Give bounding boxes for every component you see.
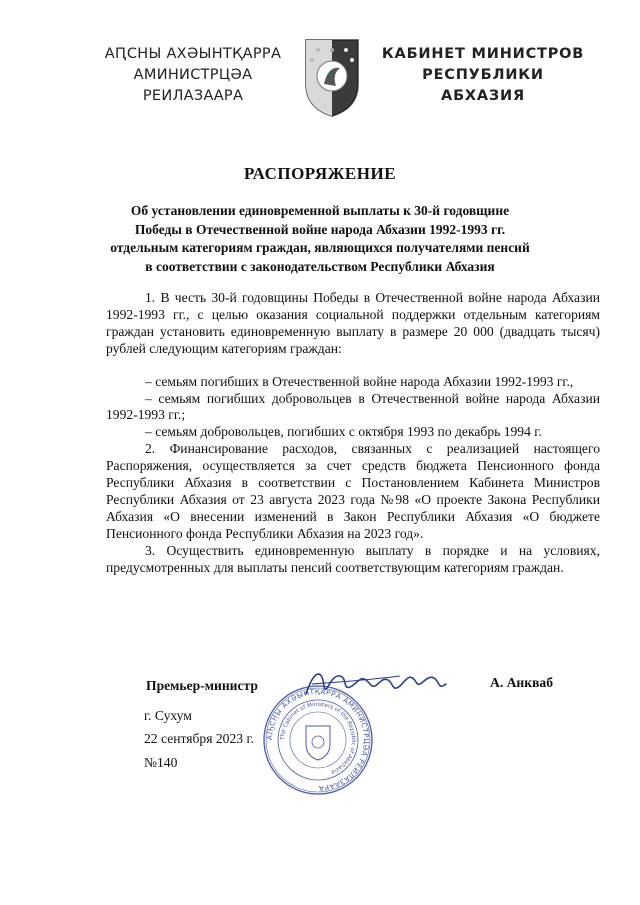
subject-line: Об установлении единовременной выплаты к 30-й годовщине	[130, 203, 510, 218]
signatory-name: А. Анкваб	[490, 675, 554, 690]
header-left-line1: АԤСНЫ АХӘЫНТҚАРРА	[104, 46, 282, 62]
document-title: РАСПОРЯЖЕНИЕ	[243, 164, 397, 183]
paragraph-3: 3. Осуществить единовременную выплату в порядке и на условиях, предусмотренных для выплаты пенсий соответствующим категориям граждан.	[106, 542, 600, 575]
header-left	[88, 44, 298, 107]
paragraph-1: 1. В честь 30-й годовщины Победы в Отечественной войне народа Абхазии 1992-1993 гг., с целью оказания социальной поддержки отдельным категориям граждан установить единовременную выплату в размере 20 000 (двадцать тысяч) рублей следующим категориям граждан:	[106, 290, 600, 356]
stamp-inner-text: The Cabinet of Ministers of the Republic of Abkhazia	[279, 701, 357, 776]
header-right-line1: КАБИНЕТ МИНИСТРОВ	[381, 46, 585, 62]
subject-line: Победы в Отечественной войне народа Абхазии 1992-1993 гг.	[134, 221, 506, 237]
coat-of-arms-emblem	[302, 36, 362, 118]
document-number: №140	[144, 755, 178, 770]
header-right	[378, 44, 588, 107]
stamp-outer-text: АҦСНЫ АХӘЫНТҚАРРА АМИНИСТРЦӘА РЕИЛАЗААРА	[265, 687, 371, 793]
header-left-line2: АМИНИСТРЦӘА РЕИЛАЗААРА	[133, 67, 253, 104]
list-item-3: – семьям добровольцев, погибших с октября 1993 по декабрь 1994 г.	[145, 424, 542, 440]
document-body	[106, 290, 600, 577]
document-subject	[100, 202, 540, 276]
list-item-2: – семьям погибших добровольцев в Отечественной войне народа Абхазии 1992-1993 гг.;	[106, 390, 600, 423]
signatory-position: Премьер-министр	[146, 678, 258, 693]
handwritten-signature	[300, 664, 450, 702]
subject-line: отдельным категориям граждан, являющихся получателями пенсий	[110, 240, 530, 255]
header-right-line2: РЕСПУБЛИКИ АБХАЗИЯ	[422, 67, 544, 104]
paragraph-2: 2. Финансирование расходов, связанных с реализацией настоящего Распоряжения, осуществляется за счет средств бюджета Пенсионного фонда Республики Абхазия в соответствии с Постановлением Кабинета Министров Республики Абхазия от 23 августа 2023 года №98 «О проекте Закона Республики Абхазия «О внесении изменений в Закон Республики Абхазия «О бюджете Пенсионного фонда Республики Абхазия на 2023 год».	[106, 441, 600, 541]
document-city: г. Сухум	[144, 708, 192, 723]
svg-text:The Cabinet of Ministers of th	[280, 702, 356, 775]
list-item-1: – семьям погибших в Отечественной войне народа Абхазии 1992-1993 гг.,	[145, 373, 574, 389]
subject-line: в соответствии с законодательством Республики Абхазия	[145, 258, 495, 274]
document-date: 22 сентября 2023 г.	[144, 731, 254, 746]
